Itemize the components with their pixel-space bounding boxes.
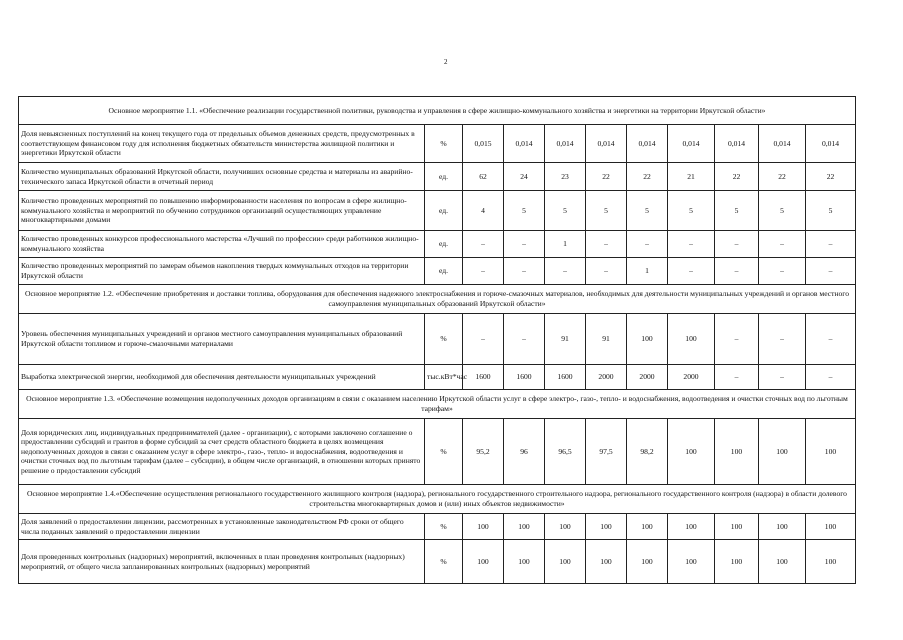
- indicator-value: 96,5: [545, 419, 586, 485]
- indicator-row: [19, 419, 856, 485]
- indicator-row: [19, 258, 856, 285]
- indicator-value: 62: [463, 163, 504, 191]
- indicator-name: Количество проведенных конкурсов профессионального мастерства «Лучший по профессии» среди работников жилищно-коммунального хозяйства: [19, 231, 425, 258]
- indicator-value: 5: [668, 191, 715, 231]
- indicator-value: 95,2: [463, 419, 504, 485]
- indicator-value: 100: [668, 419, 715, 485]
- section-title: Основное мероприятие 1.3. «Обеспечение возмещения недополученных доходов организациям в связи с оказанием населению Иркутской области услуг в сфере электро-, газо-, тепло- и водоснабжения, водоотведения и очистки сточных вод по льготным тарифам»: [19, 390, 856, 419]
- table-body: [19, 97, 856, 584]
- indicator-value: 100: [463, 540, 504, 584]
- indicator-value: –: [504, 231, 545, 258]
- indicator-value: –: [504, 258, 545, 285]
- indicator-value: 91: [586, 314, 627, 365]
- section-row: [19, 285, 856, 314]
- indicator-value: 100: [668, 540, 715, 584]
- indicator-value: 100: [586, 540, 627, 584]
- indicator-row: [19, 514, 856, 540]
- section-title: Основное мероприятие 1.4.«Обеспечение осуществления регионального государственного жилищного контроля (надзора), регионального государственного строительного надзора, регионального государственного контроля (надзора) в области долевого строительства многоквартирных домов и (или) иных объектов недвижимости»: [19, 485, 856, 514]
- indicator-value: 22: [759, 163, 806, 191]
- page-number: 2: [444, 58, 448, 66]
- indicator-value: 91: [545, 314, 586, 365]
- indicator-value: 1: [545, 231, 586, 258]
- indicator-value: –: [627, 231, 668, 258]
- indicator-value: 100: [715, 514, 759, 540]
- indicator-value: –: [715, 314, 759, 365]
- indicator-value: 24: [504, 163, 545, 191]
- indicator-value: 100: [806, 514, 856, 540]
- indicator-value: 100: [627, 540, 668, 584]
- section-row: [19, 390, 856, 419]
- section-title: Основное мероприятие 1.2. «Обеспечение приобретения и доставки топлива, оборудования для обеспечения надежного электроснабжения и горюче-смазочных материалов, необходимых для деятельности муниципальных учреждений и органов местного самоуправления муниципальных образований Иркутской области»: [19, 285, 856, 314]
- indicator-unit: тыс.кВт*час: [425, 365, 463, 390]
- indicator-value: 100: [715, 540, 759, 584]
- indicator-value: 0,014: [715, 125, 759, 163]
- indicator-name: Уровень обеспечения муниципальных учреждений и органов местного самоуправления муниципальных образований Иркутской области топливом и горюче-смазочными материалами: [19, 314, 425, 365]
- indicator-value: –: [759, 365, 806, 390]
- indicator-value: 0,014: [627, 125, 668, 163]
- indicator-value: –: [668, 231, 715, 258]
- indicator-value: –: [463, 258, 504, 285]
- indicator-name: Выработка электрической энергии, необходимой для обеспечения деятельности муниципальных учреждений: [19, 365, 425, 390]
- indicator-value: –: [715, 231, 759, 258]
- indicator-value: –: [463, 231, 504, 258]
- indicator-value: 5: [545, 191, 586, 231]
- indicator-row: [19, 163, 856, 191]
- indicator-unit: %: [425, 419, 463, 485]
- indicator-value: –: [806, 258, 856, 285]
- indicator-value: 5: [806, 191, 856, 231]
- indicator-row: [19, 125, 856, 163]
- indicator-value: 100: [504, 540, 545, 584]
- indicator-value: 0,014: [759, 125, 806, 163]
- indicator-value: 97,5: [586, 419, 627, 485]
- indicator-value: –: [545, 258, 586, 285]
- indicator-value: 5: [759, 191, 806, 231]
- indicator-value: 100: [545, 540, 586, 584]
- indicator-value: 0,014: [586, 125, 627, 163]
- indicator-value: –: [715, 365, 759, 390]
- indicator-unit: ед.: [425, 163, 463, 191]
- section-row: [19, 485, 856, 514]
- indicator-value: 22: [715, 163, 759, 191]
- indicator-value: 100: [463, 514, 504, 540]
- indicator-value: 98,2: [627, 419, 668, 485]
- indicator-unit: %: [425, 540, 463, 584]
- indicator-value: 2000: [668, 365, 715, 390]
- indicator-row: [19, 314, 856, 365]
- indicator-name: Количество проведенных мероприятий по повышению информированности населения по вопросам в сфере жилищно-коммунального хозяйства и мероприятий по обучению сотрудников организаций осуществляющих управление многоквартирными домами: [19, 191, 425, 231]
- indicator-value: 100: [668, 314, 715, 365]
- indicator-value: 100: [715, 419, 759, 485]
- indicator-value: 100: [759, 540, 806, 584]
- indicator-value: –: [715, 258, 759, 285]
- indicator-name: Доля юридических лиц, индивидуальных предпринимателей (далее - организации), с которыми заключено соглашение о предоставлении субсидий и грантов в форме субсидий за счет средств областного бюджета в целях возмещения недополученных доходов в связи с оказанием услуг в сфере электро-, газо-, тепло- и водоснабжения, водоотведения и очистки сточных вод по льготным тарифам (далее – субсидии), в общем числе организаций, в отношении которых принято решение о предоставлении субсидий: [19, 419, 425, 485]
- indicator-value: –: [668, 258, 715, 285]
- indicator-value: 100: [504, 514, 545, 540]
- indicator-value: 5: [504, 191, 545, 231]
- indicator-value: –: [759, 314, 806, 365]
- indicator-value: –: [586, 231, 627, 258]
- indicator-value: –: [463, 314, 504, 365]
- indicator-value: 1: [627, 258, 668, 285]
- indicator-value: 100: [545, 514, 586, 540]
- indicator-name: Количество муниципальных образований Иркутской области, получивших основные средства и материалы из аварийно-технического запаса Иркутской области в отчетный период: [19, 163, 425, 191]
- indicator-row: [19, 191, 856, 231]
- indicator-value: 100: [759, 514, 806, 540]
- indicator-unit: %: [425, 125, 463, 163]
- indicator-unit: %: [425, 514, 463, 540]
- indicator-value: 1600: [463, 365, 504, 390]
- indicator-row: [19, 365, 856, 390]
- indicator-name: Доля проведенных контрольных (надзорных) мероприятий, включенных в план проведения контрольных (надзорных) мероприятий, от общего числа запланированных контрольных (надзорных) мероприятий: [19, 540, 425, 584]
- indicator-row: [19, 231, 856, 258]
- indicator-value: 0,014: [806, 125, 856, 163]
- indicator-value: –: [759, 258, 806, 285]
- indicator-value: 2000: [586, 365, 627, 390]
- indicator-unit: %: [425, 314, 463, 365]
- indicator-value: 1600: [504, 365, 545, 390]
- indicators-table: [18, 96, 856, 584]
- indicator-value: 100: [759, 419, 806, 485]
- indicator-row: [19, 540, 856, 584]
- indicator-value: 0,014: [668, 125, 715, 163]
- indicator-value: 1600: [545, 365, 586, 390]
- indicator-name: Доля заявлений о предоставлении лицензии, рассмотренных в установленные законодательством РФ сроки от общего числа поданных заявлений о предоставлении лицензии: [19, 514, 425, 540]
- indicator-value: –: [806, 231, 856, 258]
- indicator-unit: ед.: [425, 191, 463, 231]
- indicator-value: 5: [627, 191, 668, 231]
- indicator-value: –: [586, 258, 627, 285]
- indicator-value: 22: [806, 163, 856, 191]
- indicator-value: –: [806, 314, 856, 365]
- indicator-value: –: [504, 314, 545, 365]
- indicator-value: 0,014: [504, 125, 545, 163]
- indicator-value: 100: [806, 540, 856, 584]
- indicator-value: 0,014: [545, 125, 586, 163]
- indicator-name: Количество проведенных мероприятий по замерам объемов накопления твердых коммунальных отходов на территории Иркутской области: [19, 258, 425, 285]
- indicator-value: 96: [504, 419, 545, 485]
- indicator-value: 100: [627, 314, 668, 365]
- indicator-value: 100: [806, 419, 856, 485]
- indicator-value: 23: [545, 163, 586, 191]
- section-title: Основное мероприятие 1.1. «Обеспечение реализации государственной политики, руководства и управления в сфере жилищно-коммунального хозяйства и энергетики на территории Иркутской области»: [19, 97, 856, 125]
- indicator-value: 22: [627, 163, 668, 191]
- indicator-value: –: [759, 231, 806, 258]
- indicator-value: 100: [668, 514, 715, 540]
- indicator-unit: ед.: [425, 258, 463, 285]
- indicator-value: 2000: [627, 365, 668, 390]
- indicator-value: 5: [715, 191, 759, 231]
- indicator-value: 4: [463, 191, 504, 231]
- indicator-value: 100: [586, 514, 627, 540]
- indicator-name: Доля невыясненных поступлений на конец текущего года от предельных объемов денежных средств, предусмотренных в соответствующем финансовом году для исполнения бюджетных обязательств министерства жилищной политики и энергетики Иркутской области: [19, 125, 425, 163]
- indicator-value: 100: [627, 514, 668, 540]
- indicator-value: 22: [586, 163, 627, 191]
- indicator-value: 5: [586, 191, 627, 231]
- indicator-value: –: [806, 365, 856, 390]
- indicator-value: 0,015: [463, 125, 504, 163]
- indicator-value: 21: [668, 163, 715, 191]
- section-row: [19, 97, 856, 125]
- indicator-unit: ед.: [425, 231, 463, 258]
